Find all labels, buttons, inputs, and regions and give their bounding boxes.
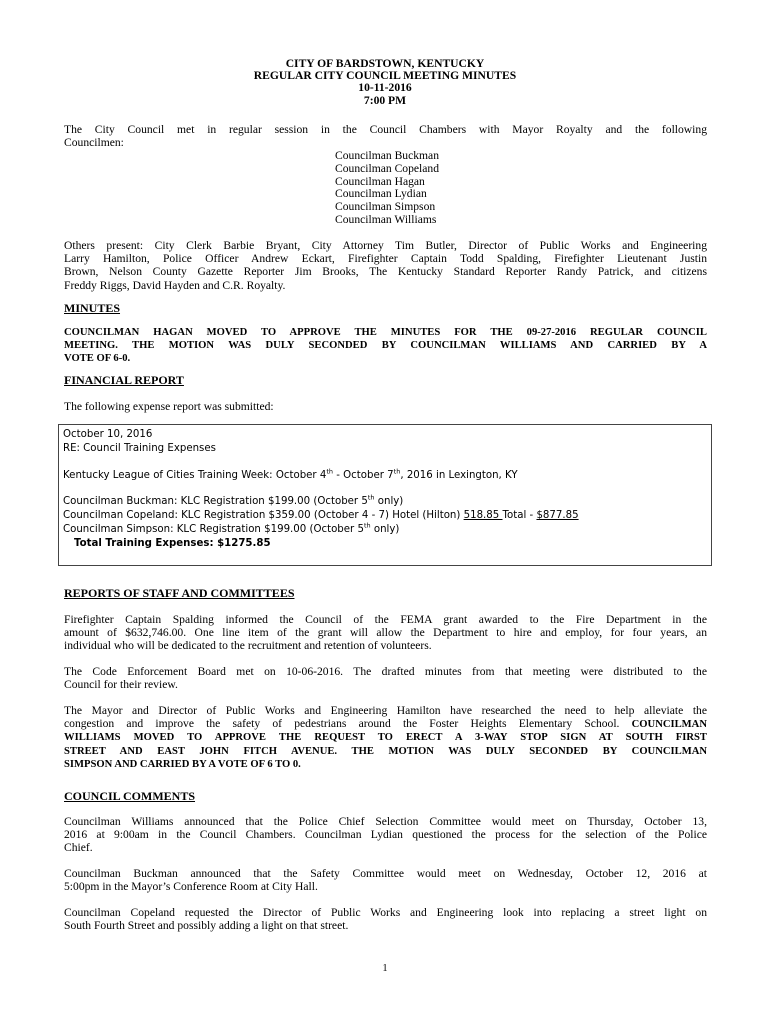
councilman-item: Councilman Buckman [335, 149, 440, 162]
meeting-date: 10-11-2016 [358, 81, 412, 95]
comments-paragraph-3: Councilman Copeland requested the Director of Public Works and Engineering look into replacing a street light on South Fourth Street and possibly adding a light on that street. [64, 906, 707, 933]
page-number: 1 [382, 963, 388, 974]
councilman-item: Councilman Simpson [335, 200, 436, 214]
expense-date: October 10, 2016 [63, 429, 153, 440]
reports-paragraph-2: The Code Enforcement Board met on 10-06-2016. The drafted minutes from that meeting were distributed to the Council for their review. [64, 665, 707, 692]
comments-paragraph-2: Councilman Buckman announced that the Safety Committee would meet on Wednesday, October 12, 2016 at 5:00pm in the Mayor’s Conference Room at City Hall. [64, 867, 707, 894]
document-title: REGULAR CITY COUNCIL MEETING MINUTES [253, 69, 517, 83]
city-name: CITY OF BARDSTOWN, KENTUCKY [285, 57, 485, 70]
councilman-item: Councilman Copeland [335, 161, 440, 175]
councilman-item: Councilman Williams [335, 212, 437, 226]
meeting-time: 7:00 PM [363, 93, 407, 107]
expense-subject: RE: Council Training Expenses [63, 443, 216, 454]
expense-total: Total Training Expenses: $1275.85 [74, 538, 271, 549]
reports-paragraph-1: Firefighter Captain Spalding informed the Council of the FEMA grant awarded to the Fire Department in the amount of $632,746.00. One line item of the grant will allow the Department to hire and employ, for four years, an individual who will be dedicated to the recruitment and retention of volunteers. [64, 613, 707, 653]
councilman-item: Councilman Hagan [335, 174, 425, 188]
document-header [0, 58, 770, 107]
expense-simpson: Councilman Simpson: KLC Registration $199.00 (October 5th only) [63, 521, 400, 535]
expense-copeland: Councilman Copeland: KLC Registration $359.00 (October 4 - 7) Hotel (Hilton) 518.85 Total - $877.85 [63, 510, 579, 521]
reports-paragraph-3: The Mayor and Director of Public Works and Engineering Hamilton have researched the need to help alleviate the congestion and improve the safety of pedestrians around the Foster Heights Elementary School. COUNCILMAN WILLIAMS MOVED TO APPROVE THE REQUEST TO ERECT A 3-WAY STOP SIGN AT SOUTH FIRST STREET AND EAST JOHN FITCH AVENUE. THE MOTION WAS DULY SECONDED BY COUNCILMAN SIMPSON AND CARRIED BY A VOTE OF 6 TO 0. [64, 704, 707, 770]
councilman-item: Councilman Lydian [335, 187, 427, 201]
financial-report-heading: FINANCIAL REPORT [64, 373, 184, 387]
expense-buckman: Councilman Buckman: KLC Registration $199.00 (October 5th only) [63, 493, 404, 507]
minutes-motion: COUNCILMAN HAGAN MOVED TO APPROVE THE MINUTES FOR THE 09-27-2016 REGULAR COUNCIL MEETING. THE MOTION WAS DULY SECONDED BY COUNCILMAN WILLIAMS AND CARRIED BY A VOTE OF 6-0. [64, 327, 707, 364]
council-comments-heading: COUNCIL COMMENTS [64, 789, 196, 803]
minutes-heading: MINUTES [64, 301, 121, 315]
reports-heading: REPORTS OF STAFF AND COMMITTEES [64, 586, 295, 600]
financial-intro: The following expense report was submitted: [64, 400, 274, 413]
comments-paragraph-1: Councilman Williams announced that the Police Chief Selection Committee would meet on Thursday, October 13, 2016 at 9:00am in the Council Chambers. Councilman Lydian questioned the process for the selection of the Police Chief. [64, 815, 707, 855]
councilmen-list [335, 150, 439, 227]
expense-report-box [58, 424, 712, 566]
others-present-paragraph: Others present: City Clerk Barbie Bryant, City Attorney Tim Butler, Director of Public Works and Engineering Larry Hamilton, Police Officer Andrew Eckart, Firefighter Captain Todd Spalding, Firefighter Lieutenant Justin Brown, Nelson County Gazette Reporter Jim Brooks, The Kentucky Standard Reporter Randy Patrick, and citizens Freddy Riggs, David Hayden and C.R. Royalty. [64, 239, 707, 292]
training-week-line: Kentucky League of Cities Training Week: October 4th - October 7th, 2016 in Lexington, KY [63, 467, 518, 481]
intro-paragraph: The City Council met in regular session in the Council Chambers with Mayor Royalty and the following Councilmen: [64, 123, 707, 150]
